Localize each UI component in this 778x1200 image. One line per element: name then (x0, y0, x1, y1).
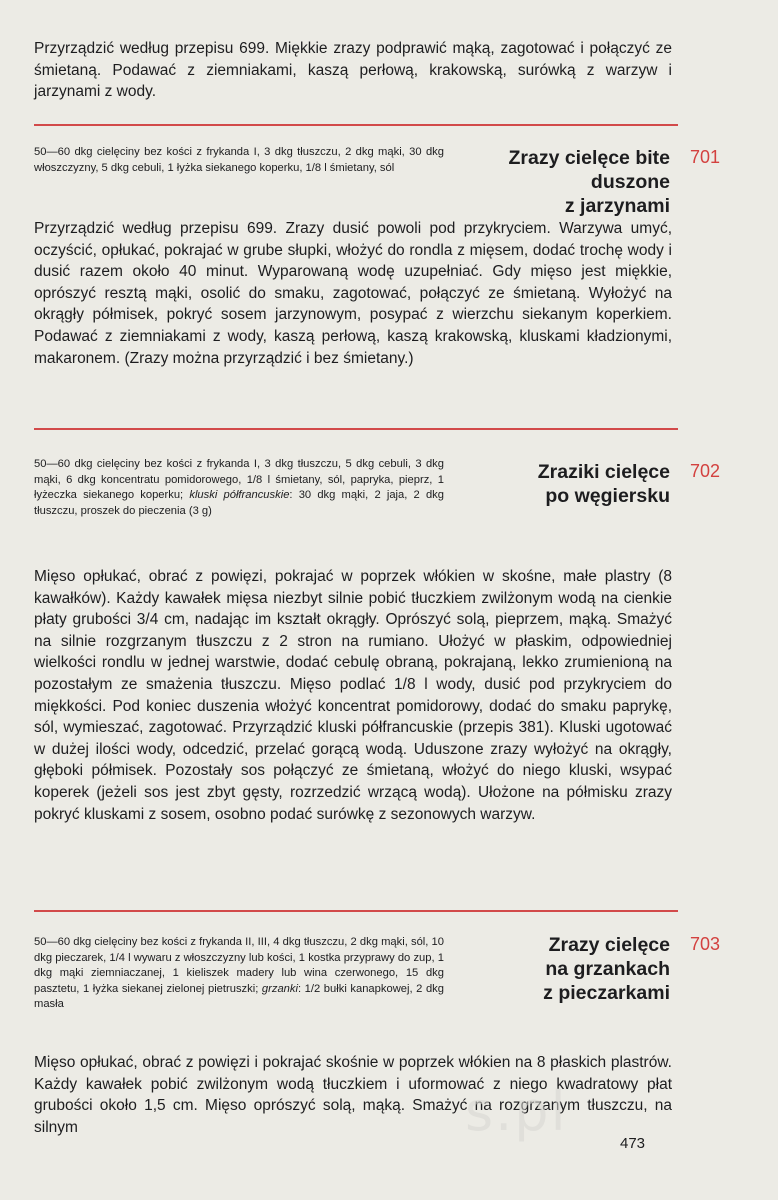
recipe-703-title-line-3: z pieczarkami (543, 982, 670, 1004)
recipe-701-title-line-1: Zrazy cielęce bite (508, 147, 670, 169)
intro-paragraph: Przyrządzić według przepisu 699. Miękkie zrazy podprawić mąką, zagotować i połączyć ze śmietaną. Podawać z ziemniakami, kaszą perłową, krakowską, surówką z warzyw i jarzynami z wody. (34, 40, 672, 101)
recipe-702-title-line-2: po węgiersku (545, 485, 670, 507)
recipe-701-title (430, 146, 670, 218)
recipe-703-ingredients-italic: grzanki (261, 982, 298, 995)
recipe-701-ingredients: 50—60 dkg cielęciny bez kości z frykanda I, 3 dkg tłuszczu, 2 dkg mąki, 30 dkg włoszczyzny, 5 dkg cebuli, 1 łyżka siekanego koperku, 1/8 l śmietany, sól (34, 146, 444, 174)
recipe-703-title-line-2: na grzankach (545, 958, 670, 980)
recipe-702-title (430, 460, 670, 508)
section-divider-2 (34, 428, 678, 430)
recipe-703-title-line-1: Zrazy cielęce (548, 934, 670, 956)
recipe-702-title-line-1: Zraziki cielęce (537, 461, 670, 483)
recipe-702-ingredients-italic: kluski półfrancuskie (189, 489, 290, 502)
recipe-702-ingredients: 50—60 dkg cielęciny bez kości z frykanda I, 3 dkg tłuszczu, 5 dkg cebuli, 3 dkg mąki, 6 dkg koncentratu pomidorowego, 1/8 l śmietany, sól, papryka, pieprz, 1 łyżeczka siekanego koperku; kluski półfrancuskie: 30 dkg mąki, 2 jaja, 2 dkg tłuszczu, proszek do pieczenia (3 g) (34, 458, 444, 517)
recipe-701-method: Przyrządzić według przepisu 699. Zrazy dusić powoli pod przykryciem. Warzywa umyć, oczyścić, opłukać, pokrajać w grube słupki, włożyć do rondla z mięsem, dodać trochę wody i dusić razem około 40 minut. Wyparowaną wodę uzupełniać. Gdy mięso jest miękkie, oprószyć resztą mąki, osolić do smaku, zagotować, połączyć ze śmietaną. Wyłożyć na okrągły półmisek, pokryć sosem jarzynowym, posypać z wierzchu siekanym koperkiem. Podawać z ziemniakami z wody, kaszą perłową, kaszą krakowską, kluskami kładzionymi, makaronem. (Zrazy można przyrządzić i bez śmietany.) (34, 220, 672, 367)
recipe-701-title-line-2: duszone (590, 171, 670, 193)
recipe-703-number: 703 (690, 934, 721, 954)
recipe-702-number: 702 (690, 461, 721, 481)
watermark: s.pl (465, 1080, 568, 1143)
page-number: 473 (620, 1135, 646, 1152)
recipe-703-ingredients: 50—60 dkg cielęciny bez kości z frykanda II, III, 4 dkg tłuszczu, 2 dkg mąki, sól, 10 dkg pieczarek, 1/4 l wywaru z włoszczyzny lub kości, 1 kostka przyprawy do zup, 1 dkg mąki ziemniaczanej, 1 kieliszek madery lub wina czerwonego, 15 dkg pasztetu, 1 łyżka siekanej zielonej pietruszki; grzanki: 1/2 bułki kanapkowej, 2 dkg masła (34, 936, 444, 1011)
recipe-703-title (430, 933, 670, 1005)
recipe-703-method: Mięso opłukać, obrać z powięzi i pokrajać skośnie w poprzek włókien na 8 płaskich plastrów. Każdy kawałek pobić zwilżonym wodą tłuczkiem i uformować z niego kwadratowy płat grubości około 1,5 cm. Mięso oprószyć solą, mąką. Smażyć na rozgrzanym tłuszczu, na silnym (34, 1054, 672, 1136)
recipe-701-title-line-3: z jarzynami (564, 195, 670, 217)
recipe-701-number: 701 (690, 147, 721, 167)
section-divider-1 (34, 124, 678, 126)
section-divider-3 (34, 910, 678, 912)
recipe-702-method: Mięso opłukać, obrać z powięzi, pokrajać w poprzek włókien w skośne, małe plastry (8 kawałków). Każdy kawałek mięsa niezbyt silnie pobić tłuczkiem zwilżonym wodą na cienkie płaty grubości 3/4 cm, nadając im kształt okrągły. Oprószyć solą, pieprzem, mąką. Smażyć na silnie rozgrzanym tłuszczu z 2 stron na rumiano. Ułożyć w płaskim, odpowiedniej wielkości rondlu w jednej warstwie, dodać cebulę obraną, pokrajaną, lekko zrumienioną na pozostałym ze smażenia tłuszczu. Mięso podlać 1/8 l wody, dusić pod przykryciem do miękkości. Pod koniec duszenia włożyć koncentrat pomidorowy, dodać do smaku paprykę, sól, wymieszać, zagotować. Przyrządzić kluski półfrancuskie (przepis 381). Kluski ugotować w dużej ilości wody, odcedzić, przelać gorącą wodą. Uduszone zrazy wyłożyć na okrągły, głęboki półmisek. Pozostały sos połączyć ze śmietaną, włożyć do niego kluski, wsypać koperek (jeżeli sos jest zbyt gęsty, rozrzedzić wrzącą wodą). Ułożone na półmisku zrazy pokryć kluskami z sosem, osobno podać surówkę z sezonowych warzyw. (34, 568, 672, 823)
